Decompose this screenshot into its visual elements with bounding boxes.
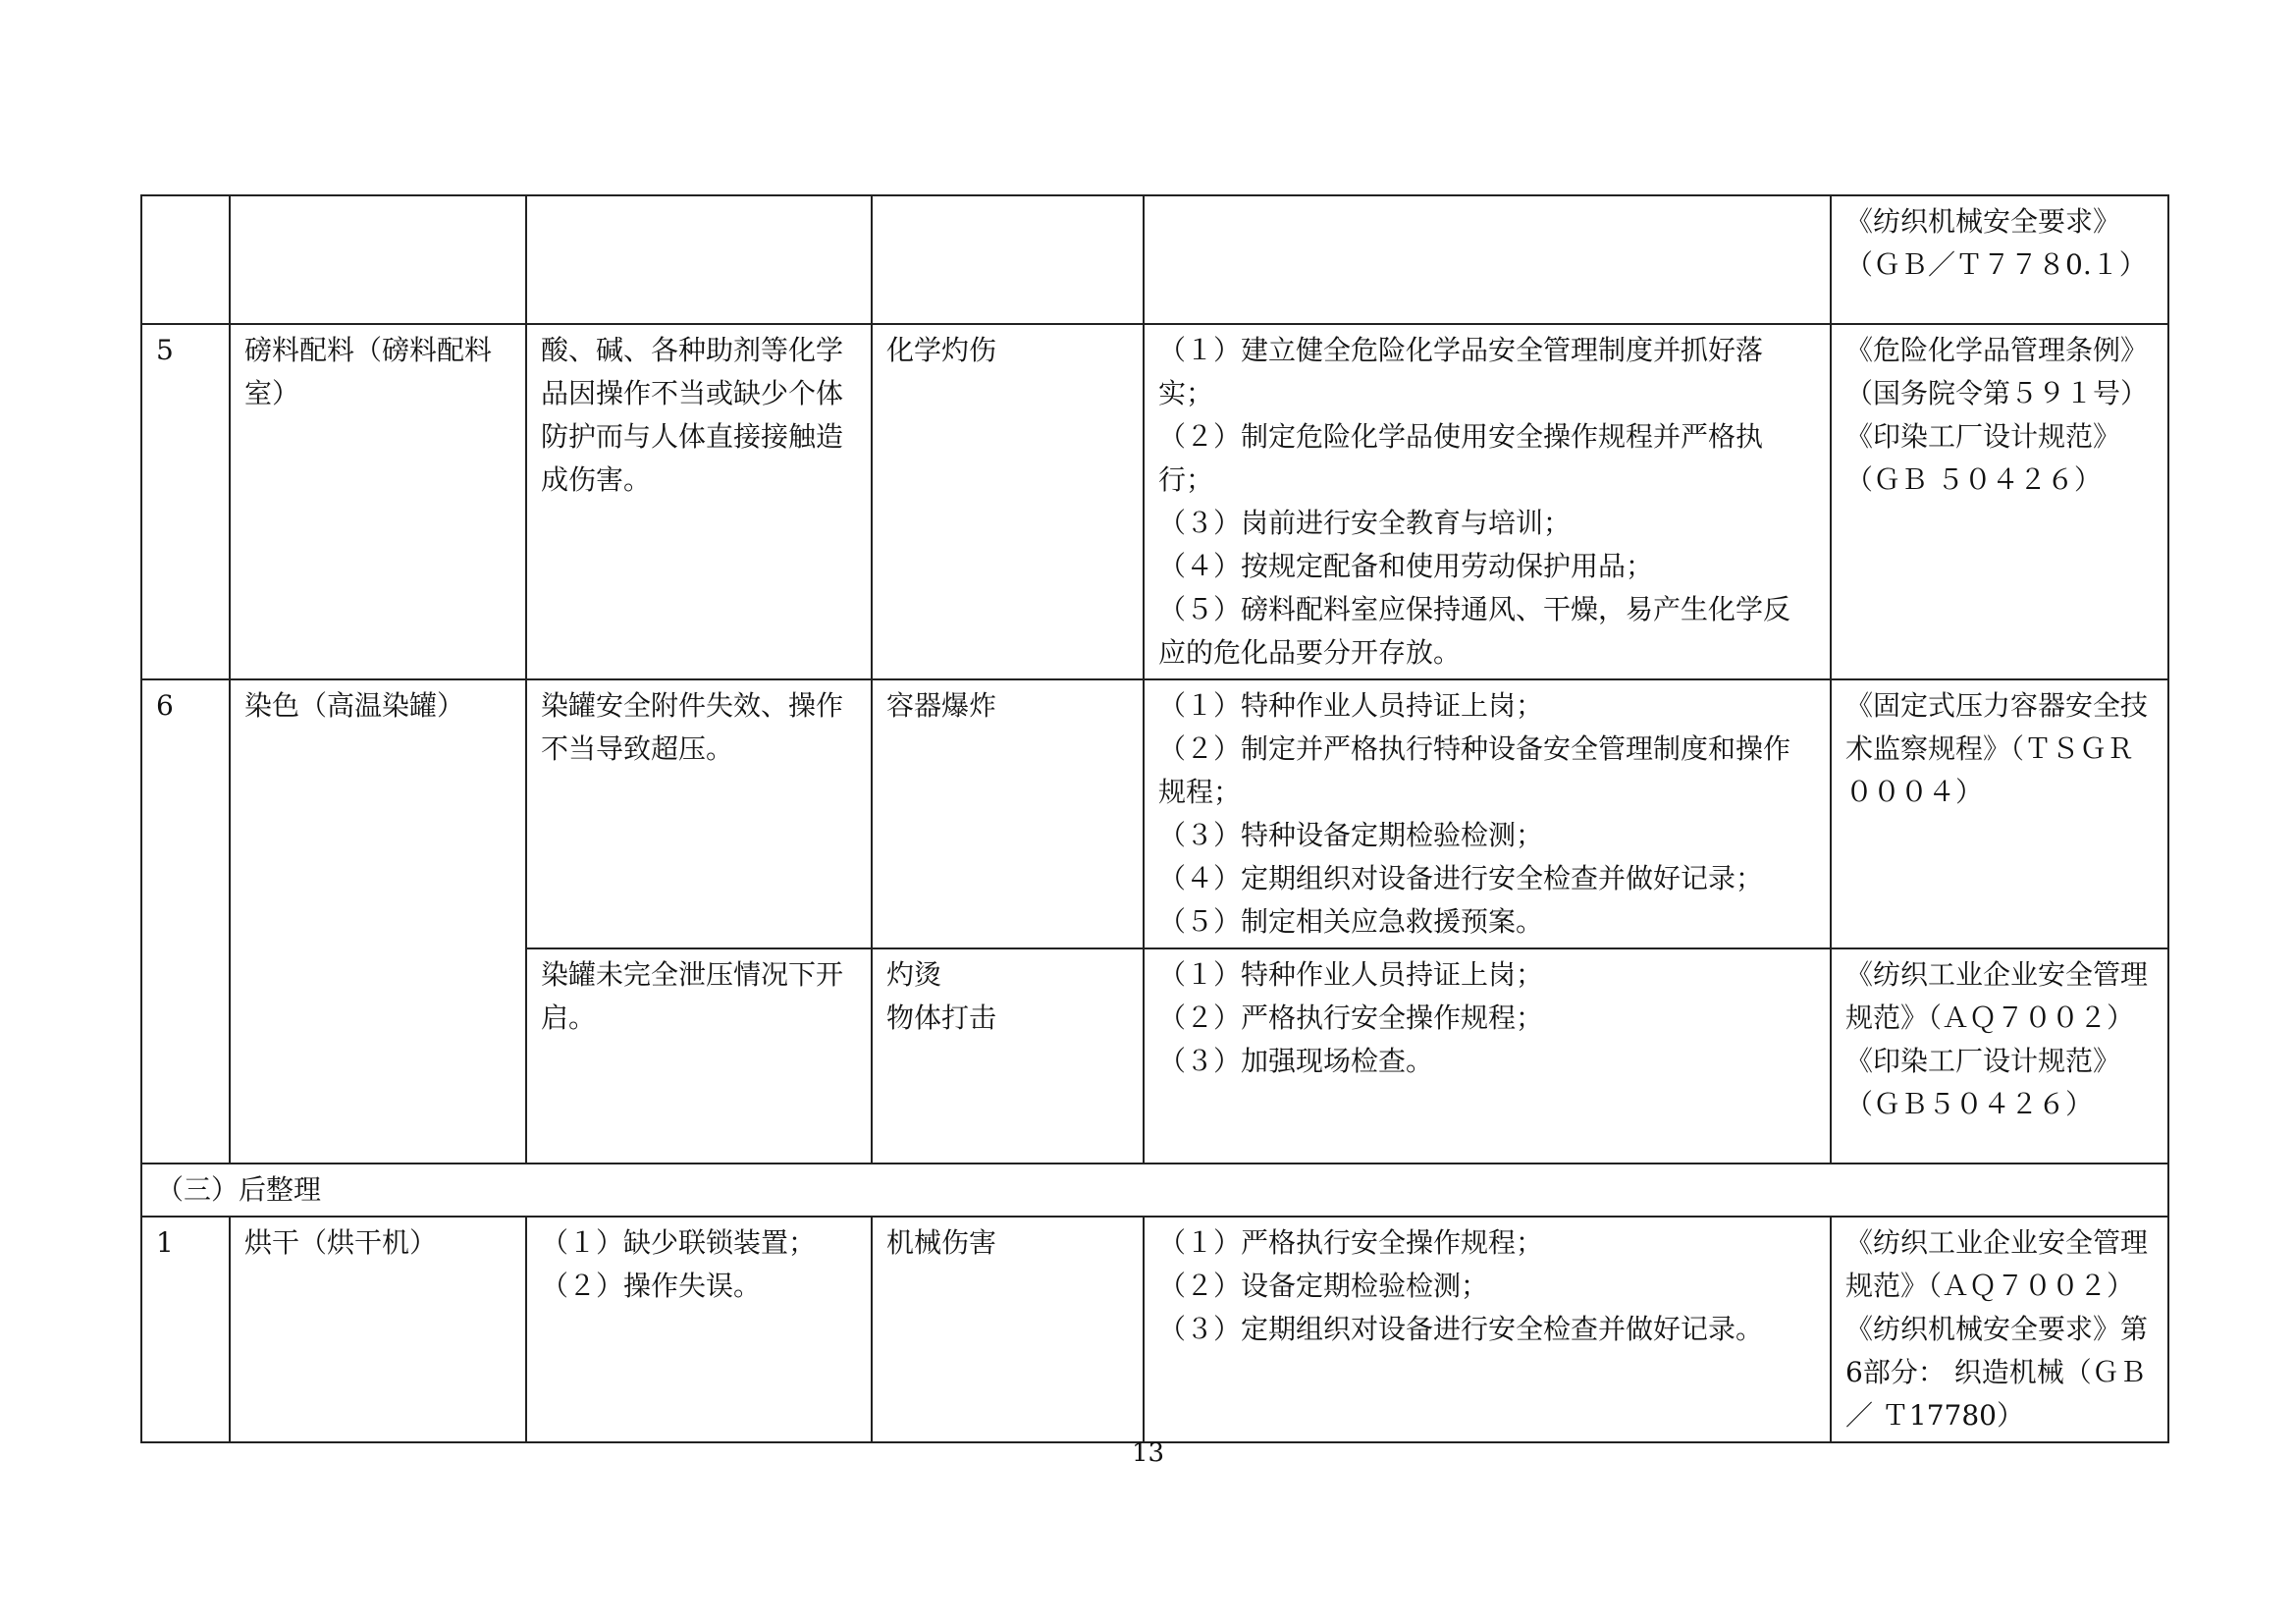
cell-accident-type: 容器爆炸 [872, 679, 1144, 948]
measure-line: （３）特种设备定期检验检测； [1158, 819, 1544, 851]
cell-process: 磅料配料（磅料配料室） [230, 324, 526, 679]
measure-line: （１）特种作业人员持证上岗； [1158, 958, 1544, 991]
measure-line: （５）制定相关应急救援预案。 [1158, 905, 1544, 938]
table-row-s3-1 [141, 1217, 2168, 1442]
ref-line: 《纺织工业企业安全管理规范》（ＡＱ７００２） [1845, 958, 2149, 1034]
cell-measures [1144, 948, 1831, 1164]
table-section-row [141, 1164, 2168, 1217]
ref-line: 《固定式压力容器安全技术监察规程》（ＴＳＧＲ０００４） [1845, 689, 2149, 808]
ref-line: 《危险化学品管理条例》（国务院令第５９１号） [1845, 334, 2149, 409]
risk-table [140, 194, 2169, 1443]
measure-line: （４）按规定配备和使用劳动保护用品； [1158, 550, 1654, 582]
cell-process [230, 195, 526, 324]
cell-num: 6 [141, 679, 230, 1164]
cell-ref: 《纺织机械安全要求》（ＧＢ／Ｔ７７８0.１） [1831, 195, 2168, 324]
cell-measures [1144, 195, 1831, 324]
cell-accident-type: 化学灼伤 [872, 324, 1144, 679]
measure-line: （５）磅料配料室应保持通风、干燥，易产生化学反应的危化品要分开存放。 [1158, 593, 1791, 669]
cell-measures [1144, 679, 1831, 948]
cell-accident-type: 机械伤害 [872, 1217, 1144, 1442]
cell-ref [1831, 1217, 2168, 1442]
cell-accident-type [872, 948, 1144, 1164]
measure-line: （４）定期组织对设备进行安全检查并做好记录； [1158, 862, 1764, 894]
ref-line: 《纺织工业企业安全管理规范》（ＡＱ７００２） [1845, 1226, 2149, 1302]
measure-line: （２）制定危险化学品使用安全操作规程并严格执行； [1158, 420, 1764, 496]
cell-accident-type [872, 195, 1144, 324]
table-row-5 [141, 324, 2168, 679]
ref-line: 《印染工厂设计规范》（ＧＢ ５０４２６） [1845, 420, 2121, 496]
measure-line: （２）设备定期检验检测； [1158, 1270, 1489, 1302]
cell-hazard-cause: 染罐安全附件失效、操作不当导致超压。 [526, 679, 872, 948]
measure-line: （３）岗前进行安全教育与培训； [1158, 507, 1572, 539]
hazard-line: （１）缺少联锁装置； [541, 1226, 817, 1259]
cell-ref [1831, 948, 2168, 1164]
accident-type-line: 灼烫 [886, 958, 942, 991]
cell-hazard-cause [526, 195, 872, 324]
measure-line: （３）加强现场检查。 [1158, 1045, 1434, 1077]
measure-line: （１）建立健全危险化学品安全管理制度并抓好落实； [1158, 334, 1764, 409]
cell-process: 烘干（烘干机） [230, 1217, 526, 1442]
cell-measures [1144, 324, 1831, 679]
cell-measures [1144, 1217, 1831, 1442]
cell-ref [1831, 324, 2168, 679]
cell-num [141, 195, 230, 324]
table-row-continuation [141, 195, 2168, 324]
measure-line: （２）制定并严格执行特种设备安全管理制度和操作规程； [1158, 732, 1791, 808]
accident-type-line: 物体打击 [886, 1001, 997, 1034]
cell-hazard-cause [526, 1217, 872, 1442]
measure-line: （３）定期组织对设备进行安全检查并做好记录。 [1158, 1313, 1764, 1345]
ref-line: 《印染工厂设计规范》（ＧＢ５０４２６） [1845, 1045, 2121, 1120]
cell-hazard-cause: 酸、碱、各种助剂等化学品因操作不当或缺少个体防护而与人体直接接触造成伤害。 [526, 324, 872, 679]
cell-hazard-cause: 染罐未完全泄压情况下开启。 [526, 948, 872, 1164]
cell-ref [1831, 679, 2168, 948]
measure-line: （１）特种作业人员持证上岗； [1158, 689, 1544, 722]
section-heading: （三）后整理 [141, 1164, 2168, 1217]
hazard-line: （２）操作失误。 [541, 1270, 762, 1302]
table-row-6a [141, 679, 2168, 948]
cell-num: 1 [141, 1217, 230, 1442]
cell-num: 5 [141, 324, 230, 679]
page-number: 13 [1131, 1438, 1165, 1468]
cell-process: 染色（高温染罐） [230, 679, 526, 1164]
measure-line: （２）严格执行安全操作规程； [1158, 1001, 1544, 1034]
ref-line: 《纺织机械安全要求》第6部分： 织造机械（ＧＢ／ Ｔ17780） [1845, 1313, 2149, 1432]
measure-line: （１）严格执行安全操作规程； [1158, 1226, 1544, 1259]
